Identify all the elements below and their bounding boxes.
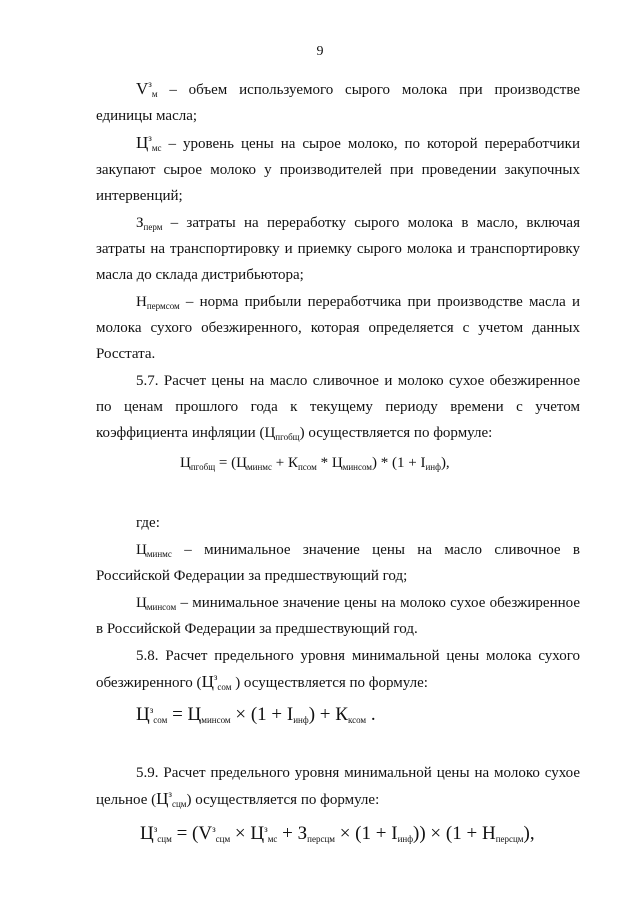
definition-c-ms: $Ц^з_{мс}$ – уровень цены на сырое молоко, по которой переработчики закупают сырое молоко у производителей при проведении закупочных интервенций;	[96, 133, 580, 204]
definition-text: – затраты на переработку сырого молока в масло, включая затраты на транспортировку и приемку сырого молока и транспортировку масла до склада дистрибьютора;	[96, 215, 580, 283]
section-5-7: 5.7. Расчет цены на масло сливочное и молоко сухое обезжиренное по ценам прошлого года к текущему периоду времени с учетом коэффициента инфляции $(Ц_{пгобщ})$ осуществляется по формуле:	[96, 373, 580, 442]
definition-c-minsom: $Ц_{минсом}$ – минимальное значение цены на молоко сухое обезжиренное в Российской Федерации за предшествующий год.	[96, 595, 580, 637]
document-body	[96, 76, 580, 847]
symbol-c: Ц	[136, 133, 149, 152]
definition-c-minms: $Ц_{минмс}$ – минимальное значение цены на масло сливочное в Российской Федерации за предшествующий год;	[96, 542, 580, 584]
definition-v-milk: $V^з_м$ – объем используемого сырого молока при производстве единицы масла;	[96, 79, 580, 124]
definition-text: – уровень цены на сырое молоко, по которой переработчики закупают сырое молоко у производителей при проведении закупочных интервенций;	[96, 136, 580, 204]
formula-price-som: $Ц^з_{сом} = Ц_{минсом} \times (1 + I_{инф}) + К_{ксом}$ .	[136, 704, 376, 725]
symbol-v: V	[136, 79, 149, 98]
section-5-8: 5.8. Расчет предельного уровня минимальной цены молока сухого обезжиренного ($Ц^з_{сом}$ ) осуществляется по формуле:	[96, 648, 580, 692]
symbol-n: Н	[136, 294, 147, 310]
definition-n-permsom: $Н_{пермсом}$ – норма прибыли переработчика при производстве масла и молока сухого обезжиренного, которая определяется с учетом данных Росстата.	[96, 294, 580, 362]
section-5-9: 5.9. Расчет предельного уровня минимальной цены на молоко сухое цельное $(Ц^з_{сцм})$ осуществляется по формуле:	[96, 765, 580, 809]
definition-text: – объем используемого сырого молока при производстве единицы масла;	[96, 82, 580, 124]
definition-z-perm: $З_{перм}$ – затраты на переработку сырого молока в масло, включая затраты на транспортировку и приемку сырого молока и транспортировку масла до склада дистрибьютора;	[96, 215, 580, 283]
formula-price-scm: $Ц^з_{сцм} = (V^з_{сцм} \times Ц^з_{мс} + З_{персцм} \times (1 + I_{инф})) \times (1 + Н_{персцм})$,	[140, 823, 535, 844]
page-number: 9	[316, 44, 324, 59]
formula-price-pgobsh: $Ц_{пгобщ} = (Ц_{минмс} + К_{псом} * Ц_{минсом}) * (1 + I_{инф})$,	[180, 455, 450, 472]
where-label: где:	[136, 515, 160, 531]
symbol-z: З	[136, 215, 144, 231]
definition-text: – норма прибыли переработчика при производстве масла и молока сухого обезжиренного, которая определяется с учетом данных Росстата.	[96, 294, 580, 362]
